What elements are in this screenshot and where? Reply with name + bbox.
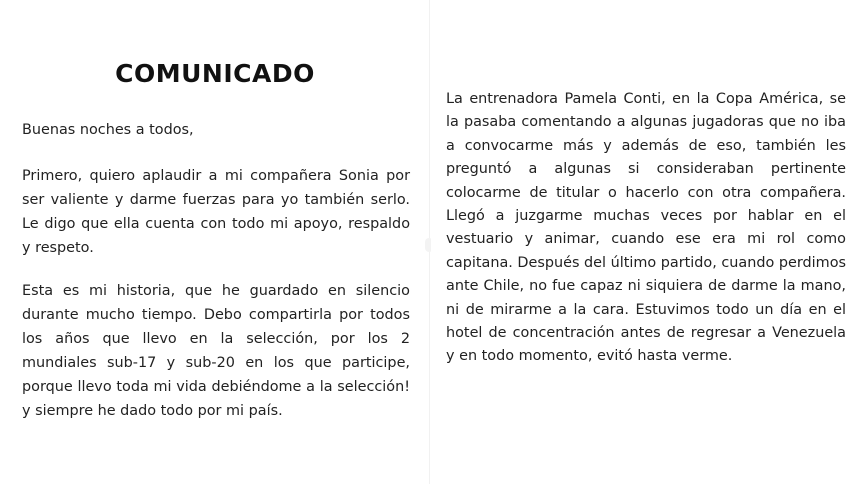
paragraph-story: Esta es mi historia, que he guardado en silencio durante mucho tiempo. Debo compartirla por todos los años que llevo en la selección, por los 2 mundiales sub-17 y sub-20 en los que participe, porque llevo toda mi vida debiéndome a la selección! y siempre he dado todo por mi país. <box>22 283 410 419</box>
greeting-line: Buenas noches a todos, <box>22 122 194 138</box>
paragraph-support-sonia: Primero, quiero aplaudir a mi compañera Sonia por ser valiente y darme fuerzas para yo también serlo. Le digo que ella cuenta con todo mi apoyo, respaldo y respeto. <box>22 168 410 256</box>
document-title: COMUNICADO <box>115 59 315 88</box>
paragraph-coach-account: La entrenadora Pamela Conti, en la Copa América, se la pasaba comentando a algunas jugadoras que no iba a convocarme más y además de eso, también les preguntó a algunas si consideraban pertinente colocarme de titular o hacerlo con otra compañera. Llegó a juzgarme muchas veces por hablar en el vestuario y animar, cuando ese era mi rol como capitana. Después del último partido, cuando perdimos ante Chile, no fue capaz ni siquiera de darme la mano, ni de mirarme a la cara. Estuvimos todo un día en el hotel de concentración antes de regresar a Venezuela y en todo momento, evitó hasta verme. <box>446 91 846 365</box>
